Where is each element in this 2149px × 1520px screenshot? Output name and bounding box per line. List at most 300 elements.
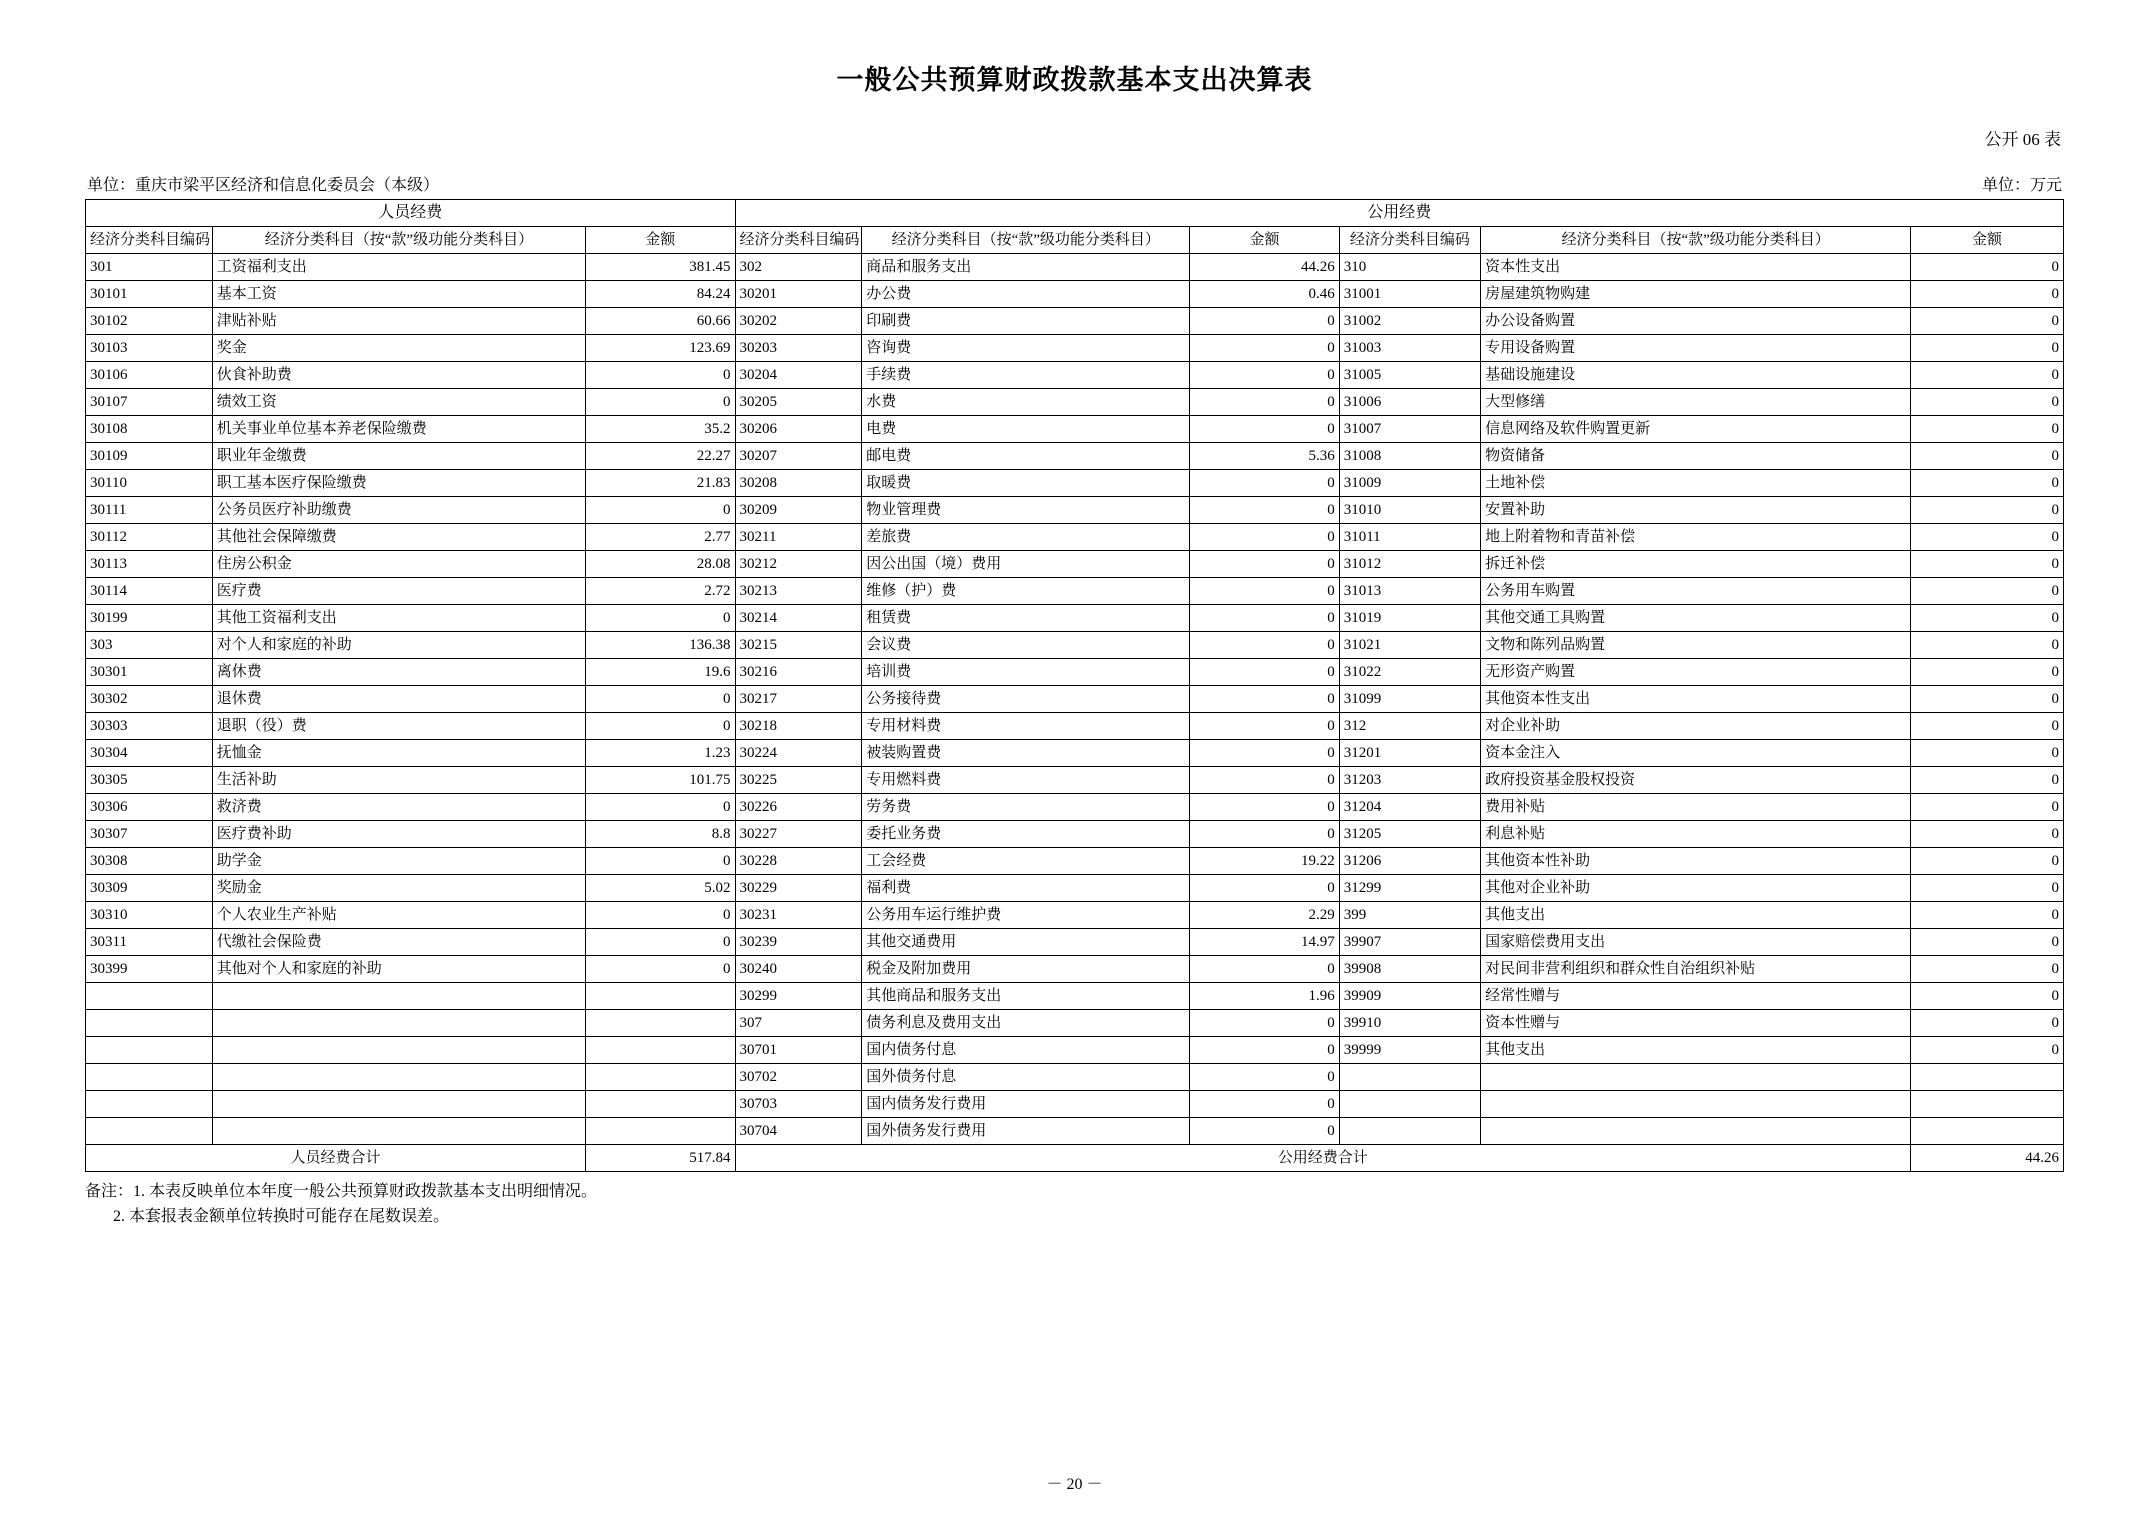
cell-code-capital: 310 xyxy=(1339,254,1480,281)
cell-name-personnel: 奖金 xyxy=(212,335,585,362)
table-row xyxy=(86,443,2064,470)
table-row xyxy=(86,308,2064,335)
cell-code-capital: 312 xyxy=(1339,713,1480,740)
cell-name-personnel xyxy=(212,983,585,1010)
cell-name-capital: 其他对企业补助 xyxy=(1481,875,1911,902)
cell-name-goods: 维修（护）费 xyxy=(862,578,1190,605)
cell-name-personnel: 津贴补贴 xyxy=(212,308,585,335)
cell-name-capital: 文物和陈列品购置 xyxy=(1481,632,1911,659)
table-row xyxy=(86,983,2064,1010)
cell-code-goods: 30212 xyxy=(735,551,862,578)
cell-amount-personnel: 21.83 xyxy=(586,470,735,497)
cell-code-goods: 30701 xyxy=(735,1037,862,1064)
cell-amount-capital: 0 xyxy=(1911,983,2064,1010)
cell-code-capital: 31010 xyxy=(1339,497,1480,524)
cell-amount-personnel: 0 xyxy=(586,956,735,983)
cell-amount-personnel: 101.75 xyxy=(586,767,735,794)
col-header-code-2: 经济分类科目编码 xyxy=(735,227,862,254)
cell-code-goods: 30703 xyxy=(735,1091,862,1118)
cell-name-capital: 资本金注入 xyxy=(1481,740,1911,767)
cell-amount-goods: 1.96 xyxy=(1190,983,1339,1010)
cell-code-personnel: 30106 xyxy=(86,362,213,389)
cell-name-personnel: 绩效工资 xyxy=(212,389,585,416)
cell-name-personnel: 医疗费补助 xyxy=(212,821,585,848)
cell-name-capital: 对民间非营利组织和群众性自治组织补贴 xyxy=(1481,956,1911,983)
cell-amount-goods: 0 xyxy=(1190,956,1339,983)
cell-name-goods: 物业管理费 xyxy=(862,497,1190,524)
cell-name-personnel: 退职（役）费 xyxy=(212,713,585,740)
cell-name-personnel: 职工基本医疗保险缴费 xyxy=(212,470,585,497)
col-header-name-1: 经济分类科目（按“款”级功能分类科目） xyxy=(212,227,585,254)
cell-name-goods: 国外债务付息 xyxy=(862,1064,1190,1091)
cell-name-capital: 国家赔偿费用支出 xyxy=(1481,929,1911,956)
cell-name-goods: 印刷费 xyxy=(862,308,1190,335)
cell-code-capital: 31012 xyxy=(1339,551,1480,578)
table-row xyxy=(86,497,2064,524)
cell-name-capital: 经常性赠与 xyxy=(1481,983,1911,1010)
cell-code-capital: 31005 xyxy=(1339,362,1480,389)
cell-code-capital: 31009 xyxy=(1339,470,1480,497)
total-personnel-value: 517.84 xyxy=(586,1145,735,1172)
cell-amount-goods: 0 xyxy=(1190,1010,1339,1037)
cell-code-goods: 307 xyxy=(735,1010,862,1037)
table-group-header-row xyxy=(86,200,2064,227)
cell-amount-capital: 0 xyxy=(1911,1037,2064,1064)
total-public-label: 公用经费合计 xyxy=(735,1145,1911,1172)
cell-code-goods: 30231 xyxy=(735,902,862,929)
cell-name-capital: 房屋建筑物购建 xyxy=(1481,281,1911,308)
cell-amount-personnel: 35.2 xyxy=(586,416,735,443)
cell-code-goods: 30211 xyxy=(735,524,862,551)
cell-name-capital: 拆迁补偿 xyxy=(1481,551,1911,578)
cell-code-capital: 39910 xyxy=(1339,1010,1480,1037)
cell-name-personnel: 职业年金缴费 xyxy=(212,443,585,470)
cell-name-goods: 国内债务发行费用 xyxy=(862,1091,1190,1118)
cell-amount-goods: 0 xyxy=(1190,659,1339,686)
table-row xyxy=(86,1118,2064,1145)
cell-name-capital: 办公设备购置 xyxy=(1481,308,1911,335)
cell-name-goods: 因公出国（境）费用 xyxy=(862,551,1190,578)
table-row xyxy=(86,902,2064,929)
cell-code-goods: 30227 xyxy=(735,821,862,848)
cell-amount-personnel: 0 xyxy=(586,713,735,740)
cell-code-capital: 31099 xyxy=(1339,686,1480,713)
cell-amount-capital: 0 xyxy=(1911,713,2064,740)
cell-name-goods: 委托业务费 xyxy=(862,821,1190,848)
cell-code-capital: 31022 xyxy=(1339,659,1480,686)
cell-code-goods: 30206 xyxy=(735,416,862,443)
cell-amount-goods: 0 xyxy=(1190,1037,1339,1064)
cell-name-goods: 差旅费 xyxy=(862,524,1190,551)
cell-code-goods: 30208 xyxy=(735,470,862,497)
cell-code-goods: 30239 xyxy=(735,929,862,956)
col-header-amount-2: 金额 xyxy=(1190,227,1339,254)
cell-code-personnel xyxy=(86,1091,213,1118)
cell-amount-personnel: 2.77 xyxy=(586,524,735,551)
table-body xyxy=(86,254,2064,1145)
cell-name-goods: 租赁费 xyxy=(862,605,1190,632)
cell-name-personnel: 抚恤金 xyxy=(212,740,585,767)
cell-code-personnel: 30111 xyxy=(86,497,213,524)
budget-table xyxy=(85,199,2064,1172)
cell-amount-goods: 14.97 xyxy=(1190,929,1339,956)
cell-code-capital: 31021 xyxy=(1339,632,1480,659)
cell-amount-goods: 0 xyxy=(1190,524,1339,551)
cell-name-personnel: 医疗费 xyxy=(212,578,585,605)
table-row xyxy=(86,767,2064,794)
cell-name-goods: 手续费 xyxy=(862,362,1190,389)
cell-name-capital: 公务用车购置 xyxy=(1481,578,1911,605)
cell-amount-personnel: 84.24 xyxy=(586,281,735,308)
cell-name-capital: 地上附着物和青苗补偿 xyxy=(1481,524,1911,551)
cell-name-goods: 被装购置费 xyxy=(862,740,1190,767)
cell-code-goods: 30702 xyxy=(735,1064,862,1091)
cell-code-goods: 30214 xyxy=(735,605,862,632)
cell-amount-capital: 0 xyxy=(1911,767,2064,794)
cell-code-capital xyxy=(1339,1118,1480,1145)
group-header-personnel: 人员经费 xyxy=(86,200,736,227)
col-header-code-1: 经济分类科目编码 xyxy=(86,227,213,254)
sheet-code: 公开 06 表 xyxy=(1984,130,2061,149)
cell-code-personnel: 30108 xyxy=(86,416,213,443)
cell-name-goods: 邮电费 xyxy=(862,443,1190,470)
cell-code-personnel: 30110 xyxy=(86,470,213,497)
cell-name-capital: 利息补贴 xyxy=(1481,821,1911,848)
cell-amount-capital xyxy=(1911,1118,2064,1145)
cell-code-personnel: 30303 xyxy=(86,713,213,740)
total-public-value: 44.26 xyxy=(1911,1145,2064,1172)
cell-name-personnel: 退休费 xyxy=(212,686,585,713)
cell-amount-goods: 19.22 xyxy=(1190,848,1339,875)
cell-amount-capital: 0 xyxy=(1911,929,2064,956)
cell-code-capital: 31011 xyxy=(1339,524,1480,551)
cell-name-goods: 水费 xyxy=(862,389,1190,416)
cell-code-goods: 30201 xyxy=(735,281,862,308)
cell-amount-personnel xyxy=(586,1091,735,1118)
cell-code-personnel xyxy=(86,1118,213,1145)
cell-code-goods: 30202 xyxy=(735,308,862,335)
cell-code-personnel: 30114 xyxy=(86,578,213,605)
cell-code-capital: 31007 xyxy=(1339,416,1480,443)
cell-amount-capital: 0 xyxy=(1911,335,2064,362)
table-row xyxy=(86,1091,2064,1118)
cell-code-goods: 30209 xyxy=(735,497,862,524)
cell-name-personnel: 其他社会保障缴费 xyxy=(212,524,585,551)
cell-name-capital xyxy=(1481,1118,1911,1145)
cell-code-capital xyxy=(1339,1091,1480,1118)
cell-code-goods: 302 xyxy=(735,254,862,281)
table-row xyxy=(86,1064,2064,1091)
cell-code-capital: 31201 xyxy=(1339,740,1480,767)
cell-amount-personnel: 0 xyxy=(586,929,735,956)
cell-name-capital: 资本性赠与 xyxy=(1481,1010,1911,1037)
cell-code-personnel: 30399 xyxy=(86,956,213,983)
cell-code-capital xyxy=(1339,1064,1480,1091)
cell-name-capital xyxy=(1481,1064,1911,1091)
cell-name-goods: 税金及附加费用 xyxy=(862,956,1190,983)
cell-code-capital: 31008 xyxy=(1339,443,1480,470)
cell-amount-goods: 0 xyxy=(1190,308,1339,335)
cell-code-capital: 31299 xyxy=(1339,875,1480,902)
cell-name-goods: 其他交通费用 xyxy=(862,929,1190,956)
cell-name-goods: 劳务费 xyxy=(862,794,1190,821)
cell-amount-personnel: 0 xyxy=(586,848,735,875)
col-header-code-3: 经济分类科目编码 xyxy=(1339,227,1480,254)
cell-code-personnel: 30304 xyxy=(86,740,213,767)
cell-amount-goods: 0 xyxy=(1190,713,1339,740)
cell-name-goods: 会议费 xyxy=(862,632,1190,659)
table-row xyxy=(86,281,2064,308)
cell-code-capital: 31204 xyxy=(1339,794,1480,821)
cell-amount-personnel: 381.45 xyxy=(586,254,735,281)
table-row xyxy=(86,605,2064,632)
cell-name-personnel: 其他工资福利支出 xyxy=(212,605,585,632)
cell-code-capital: 39999 xyxy=(1339,1037,1480,1064)
cell-name-goods: 国内债务付息 xyxy=(862,1037,1190,1064)
cell-amount-personnel: 1.23 xyxy=(586,740,735,767)
cell-code-capital: 31013 xyxy=(1339,578,1480,605)
group-header-public: 公用经费 xyxy=(735,200,2064,227)
note-line-1: 备注：1. 本表反映单位本年度一般公共预算财政拨款基本支出明细情况。 xyxy=(85,1183,598,1200)
cell-amount-goods: 0 xyxy=(1190,686,1339,713)
cell-name-capital: 政府投资基金股权投资 xyxy=(1481,767,1911,794)
cell-amount-personnel xyxy=(586,1010,735,1037)
cell-name-capital: 信息网络及软件购置更新 xyxy=(1481,416,1911,443)
cell-code-goods: 30704 xyxy=(735,1118,862,1145)
col-header-name-3: 经济分类科目（按“款”级功能分类科目） xyxy=(1481,227,1911,254)
cell-code-personnel xyxy=(86,1010,213,1037)
cell-name-goods: 取暖费 xyxy=(862,470,1190,497)
cell-code-goods: 30218 xyxy=(735,713,862,740)
col-header-amount-1: 金额 xyxy=(586,227,735,254)
cell-amount-personnel xyxy=(586,1037,735,1064)
cell-amount-capital: 0 xyxy=(1911,416,2064,443)
cell-code-capital: 399 xyxy=(1339,902,1480,929)
cell-code-goods: 30213 xyxy=(735,578,862,605)
cell-name-goods: 专用燃料费 xyxy=(862,767,1190,794)
cell-amount-capital: 0 xyxy=(1911,902,2064,929)
cell-code-capital: 31206 xyxy=(1339,848,1480,875)
cell-code-goods: 30240 xyxy=(735,956,862,983)
cell-name-personnel: 基本工资 xyxy=(212,281,585,308)
cell-code-personnel: 30102 xyxy=(86,308,213,335)
cell-name-personnel: 离休费 xyxy=(212,659,585,686)
cell-code-goods: 30205 xyxy=(735,389,862,416)
cell-amount-goods: 0 xyxy=(1190,794,1339,821)
cell-amount-personnel: 19.6 xyxy=(586,659,735,686)
cell-amount-personnel: 136.38 xyxy=(586,632,735,659)
cell-code-personnel xyxy=(86,1064,213,1091)
cell-amount-capital: 0 xyxy=(1911,956,2064,983)
table-row xyxy=(86,551,2064,578)
cell-name-goods: 电费 xyxy=(862,416,1190,443)
unit-left: 单位：重庆市梁平区经济和信息化委员会（本级） xyxy=(87,177,440,194)
cell-code-personnel: 30199 xyxy=(86,605,213,632)
cell-name-personnel: 公务员医疗补助缴费 xyxy=(212,497,585,524)
cell-amount-capital: 0 xyxy=(1911,281,2064,308)
table-column-header-row xyxy=(86,227,2064,254)
cell-code-capital: 31002 xyxy=(1339,308,1480,335)
table-row xyxy=(86,713,2064,740)
cell-name-personnel: 其他对个人和家庭的补助 xyxy=(212,956,585,983)
cell-name-goods: 公务接待费 xyxy=(862,686,1190,713)
cell-amount-personnel: 2.72 xyxy=(586,578,735,605)
cell-name-goods: 培训费 xyxy=(862,659,1190,686)
cell-code-goods: 30228 xyxy=(735,848,862,875)
cell-amount-personnel: 0 xyxy=(586,497,735,524)
table-row xyxy=(86,524,2064,551)
cell-name-capital: 资本性支出 xyxy=(1481,254,1911,281)
cell-code-personnel xyxy=(86,983,213,1010)
table-row xyxy=(86,632,2064,659)
cell-code-capital: 31003 xyxy=(1339,335,1480,362)
table-row xyxy=(86,254,2064,281)
cell-name-capital: 无形资产购置 xyxy=(1481,659,1911,686)
cell-code-personnel: 30306 xyxy=(86,794,213,821)
cell-amount-personnel: 123.69 xyxy=(586,335,735,362)
notes xyxy=(85,1180,2064,1230)
table-row xyxy=(86,740,2064,767)
cell-amount-goods: 0 xyxy=(1190,1118,1339,1145)
table-row xyxy=(86,1010,2064,1037)
cell-amount-goods: 0 xyxy=(1190,578,1339,605)
cell-code-capital: 31019 xyxy=(1339,605,1480,632)
cell-name-capital: 物资储备 xyxy=(1481,443,1911,470)
cell-code-personnel: 30309 xyxy=(86,875,213,902)
cell-code-goods: 30216 xyxy=(735,659,862,686)
cell-name-goods: 其他商品和服务支出 xyxy=(862,983,1190,1010)
cell-amount-goods: 0 xyxy=(1190,416,1339,443)
cell-name-personnel: 工资福利支出 xyxy=(212,254,585,281)
cell-amount-personnel xyxy=(586,1118,735,1145)
cell-name-personnel xyxy=(212,1118,585,1145)
cell-amount-goods: 0 xyxy=(1190,605,1339,632)
cell-amount-goods: 0 xyxy=(1190,740,1339,767)
table-row xyxy=(86,335,2064,362)
cell-amount-personnel: 28.08 xyxy=(586,551,735,578)
cell-code-goods: 30207 xyxy=(735,443,862,470)
cell-amount-goods: 0 xyxy=(1190,1064,1339,1091)
cell-amount-goods: 0 xyxy=(1190,389,1339,416)
cell-name-personnel: 代缴社会保险费 xyxy=(212,929,585,956)
cell-code-capital: 31001 xyxy=(1339,281,1480,308)
cell-name-personnel: 机关事业单位基本养老保险缴费 xyxy=(212,416,585,443)
cell-name-goods: 福利费 xyxy=(862,875,1190,902)
cell-amount-capital: 0 xyxy=(1911,470,2064,497)
cell-name-personnel: 奖励金 xyxy=(212,875,585,902)
cell-name-personnel: 助学金 xyxy=(212,848,585,875)
cell-name-personnel xyxy=(212,1010,585,1037)
cell-name-capital: 其他资本性补助 xyxy=(1481,848,1911,875)
cell-amount-capital: 0 xyxy=(1911,524,2064,551)
table-row xyxy=(86,416,2064,443)
cell-code-personnel: 30307 xyxy=(86,821,213,848)
cell-name-goods: 公务用车运行维护费 xyxy=(862,902,1190,929)
cell-amount-goods: 0 xyxy=(1190,632,1339,659)
cell-name-goods: 商品和服务支出 xyxy=(862,254,1190,281)
cell-amount-goods: 0 xyxy=(1190,497,1339,524)
cell-amount-capital: 0 xyxy=(1911,632,2064,659)
cell-code-personnel: 30107 xyxy=(86,389,213,416)
cell-amount-capital: 0 xyxy=(1911,605,2064,632)
cell-amount-goods: 0 xyxy=(1190,1091,1339,1118)
table-row xyxy=(86,848,2064,875)
table-row xyxy=(86,578,2064,605)
cell-code-personnel: 30101 xyxy=(86,281,213,308)
cell-name-capital xyxy=(1481,1091,1911,1118)
cell-amount-capital: 0 xyxy=(1911,497,2064,524)
cell-name-personnel xyxy=(212,1064,585,1091)
table-row xyxy=(86,470,2064,497)
cell-name-personnel: 救济费 xyxy=(212,794,585,821)
total-personnel-label: 人员经费合计 xyxy=(86,1145,586,1172)
cell-amount-capital: 0 xyxy=(1911,254,2064,281)
cell-code-capital: 31205 xyxy=(1339,821,1480,848)
cell-code-personnel: 30103 xyxy=(86,335,213,362)
cell-code-goods: 30224 xyxy=(735,740,862,767)
cell-code-personnel: 303 xyxy=(86,632,213,659)
cell-amount-personnel: 0 xyxy=(586,902,735,929)
cell-amount-capital: 0 xyxy=(1911,443,2064,470)
col-header-name-2: 经济分类科目（按“款”级功能分类科目） xyxy=(862,227,1190,254)
meta-row xyxy=(85,172,2064,199)
col-header-amount-3: 金额 xyxy=(1911,227,2064,254)
cell-name-capital: 其他支出 xyxy=(1481,1037,1911,1064)
cell-amount-goods: 2.29 xyxy=(1190,902,1339,929)
cell-amount-capital: 0 xyxy=(1911,848,2064,875)
cell-code-personnel: 30302 xyxy=(86,686,213,713)
cell-amount-capital: 0 xyxy=(1911,551,2064,578)
cell-amount-personnel: 0 xyxy=(586,389,735,416)
cell-code-goods: 30217 xyxy=(735,686,862,713)
cell-code-personnel: 30311 xyxy=(86,929,213,956)
cell-name-capital: 费用补贴 xyxy=(1481,794,1911,821)
cell-name-capital: 安置补助 xyxy=(1481,497,1911,524)
cell-amount-goods: 0 xyxy=(1190,875,1339,902)
table-row xyxy=(86,686,2064,713)
table-row xyxy=(86,821,2064,848)
table-row xyxy=(86,1037,2064,1064)
cell-name-capital: 专用设备购置 xyxy=(1481,335,1911,362)
cell-amount-capital: 0 xyxy=(1911,740,2064,767)
cell-code-personnel xyxy=(86,1037,213,1064)
cell-amount-capital: 0 xyxy=(1911,875,2064,902)
cell-name-goods: 咨询费 xyxy=(862,335,1190,362)
cell-amount-personnel: 5.02 xyxy=(586,875,735,902)
cell-code-capital: 39908 xyxy=(1339,956,1480,983)
cell-amount-capital: 0 xyxy=(1911,686,2064,713)
cell-code-personnel: 30305 xyxy=(86,767,213,794)
cell-name-personnel xyxy=(212,1091,585,1118)
cell-code-goods: 30226 xyxy=(735,794,862,821)
cell-amount-capital: 0 xyxy=(1911,794,2064,821)
table-row xyxy=(86,659,2064,686)
cell-name-goods: 专用材料费 xyxy=(862,713,1190,740)
cell-amount-goods: 0 xyxy=(1190,821,1339,848)
cell-amount-capital: 0 xyxy=(1911,389,2064,416)
cell-amount-personnel xyxy=(586,1064,735,1091)
cell-amount-capital: 0 xyxy=(1911,362,2064,389)
cell-amount-personnel: 0 xyxy=(586,794,735,821)
unit-right: 单位：万元 xyxy=(1981,177,2062,194)
table-total-row xyxy=(86,1145,2064,1172)
cell-name-goods: 国外债务发行费用 xyxy=(862,1118,1190,1145)
cell-name-capital: 其他交通工具购置 xyxy=(1481,605,1911,632)
cell-amount-personnel: 8.8 xyxy=(586,821,735,848)
cell-name-goods: 办公费 xyxy=(862,281,1190,308)
cell-amount-goods: 0 xyxy=(1190,335,1339,362)
cell-amount-goods: 0 xyxy=(1190,551,1339,578)
